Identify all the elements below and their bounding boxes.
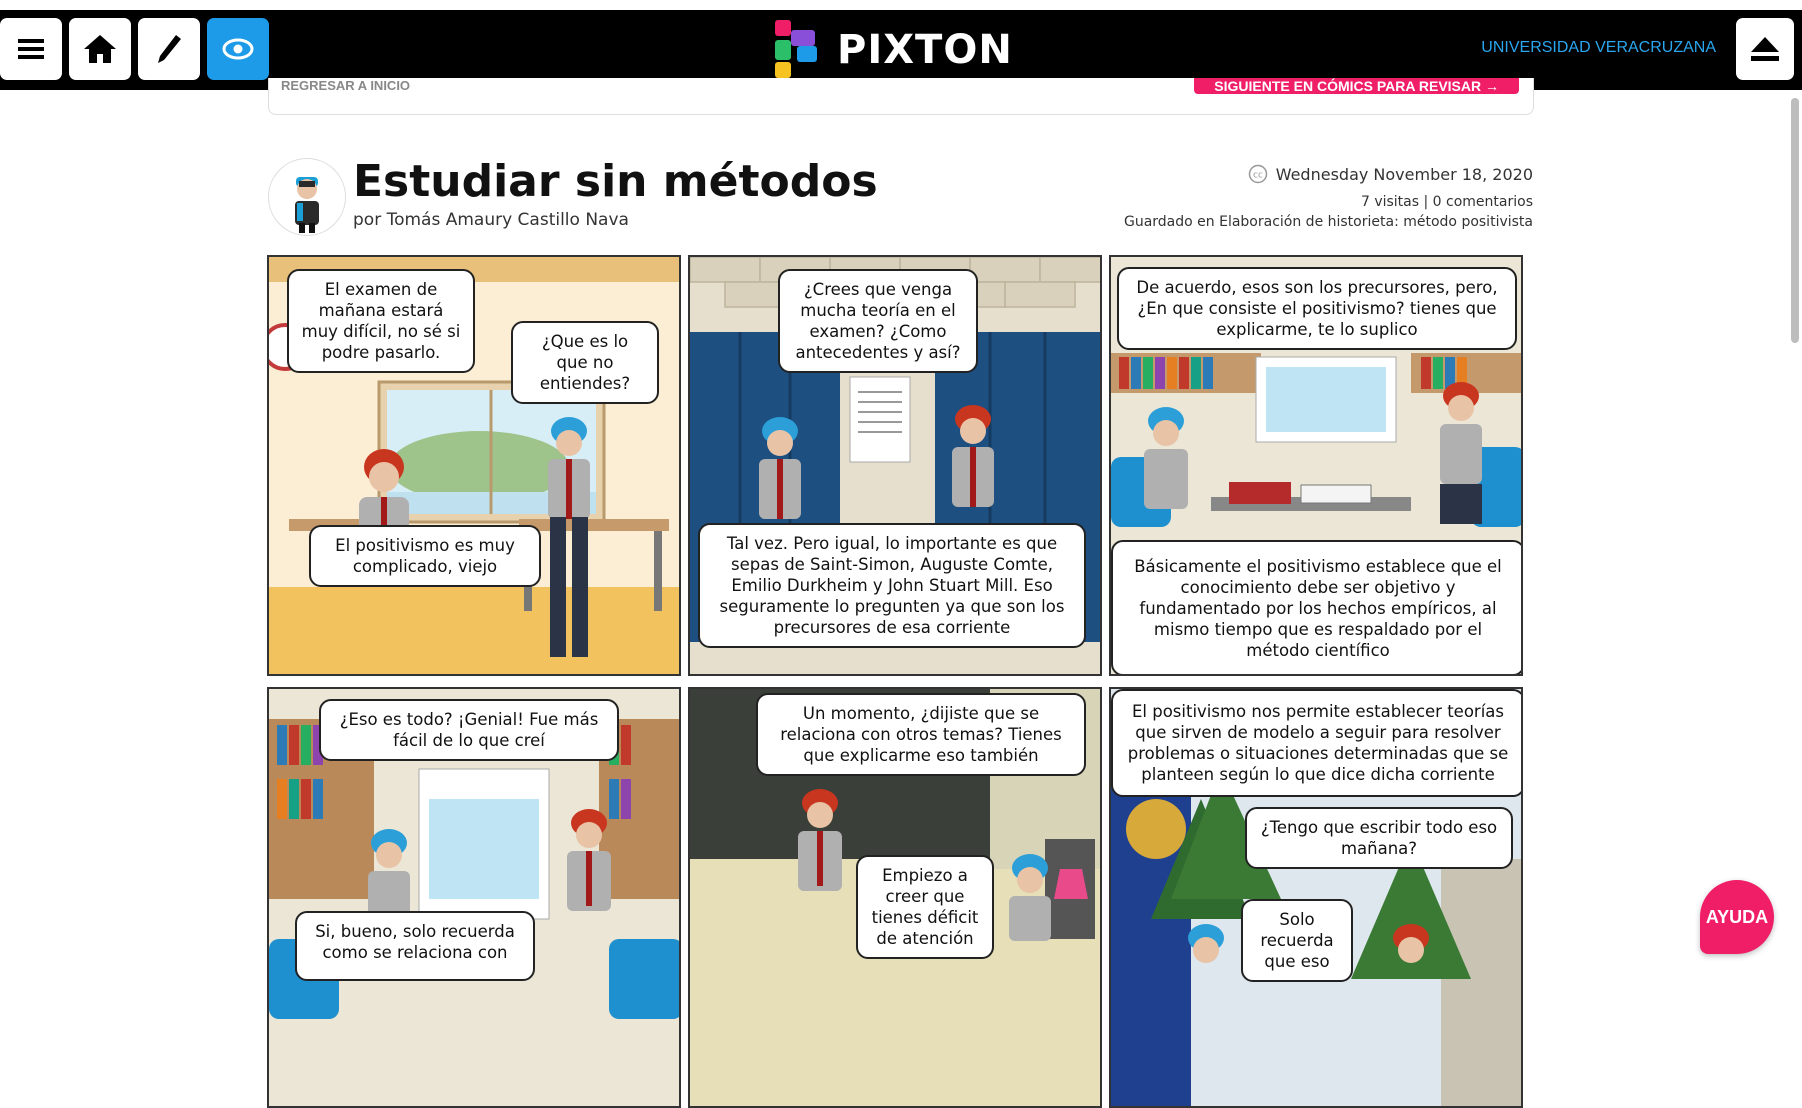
next-comic-button[interactable]: SIGUIENTE EN CÓMICS PARA REVISAR → — [1194, 78, 1519, 94]
comic-stats: 7 visitas | 0 comentarios — [1360, 194, 1533, 210]
character-bluehair-standing — [534, 417, 604, 667]
speech-bubble: ¿Que es lo que no entiendes? — [511, 321, 659, 404]
character-bluehair — [1171, 924, 1241, 994]
speech-bubble: Si, bueno, solo recuerda como se relaciona con — [295, 911, 535, 981]
comic-author[interactable]: por Tomás Amaury Castillo Nava — [353, 210, 629, 230]
comic-title: Estudiar sin métodos — [353, 156, 878, 207]
character-bluehair — [354, 829, 424, 919]
comic-panel-5 — [688, 687, 1102, 1108]
home-icon — [83, 34, 117, 64]
pixton-logo-icon — [775, 20, 823, 80]
comic-panel-4 — [267, 687, 681, 1108]
speech-bubble: Tal vez. Pero igual, lo importante es que sepas de Saint-Simon, Auguste Comte, Emilio Durkheim y John Stuart Mill. Eso seguramente lo pregunten ya que son los precursores de esa corriente — [698, 523, 1086, 648]
comic-panel-6 — [1109, 687, 1523, 1108]
speech-bubble: El positivismo es muy complicado, viejo — [309, 525, 541, 587]
character-redhead-cheering — [549, 809, 629, 949]
logo-text: PIXTON — [837, 27, 1013, 73]
help-button[interactable]: AYUDA — [1700, 880, 1774, 954]
character-bluehair-sitting — [1126, 407, 1206, 527]
comic-date: Wednesday November 18, 2020 — [1275, 164, 1533, 184]
speech-bubble: Solo recuerda que eso — [1241, 899, 1353, 982]
comic-meta — [1124, 164, 1533, 230]
pencil-icon — [156, 34, 182, 64]
comic-sub-nav — [268, 78, 1534, 115]
comments-link[interactable]: 0 comentarios — [1432, 194, 1533, 210]
pixton-logo[interactable] — [775, 16, 1013, 84]
speech-bubble: Básicamente el positivismo establece que el conocimiento debe ser objetivo y fundamentado por los hechos empíricos, al mismo tiempo que es respaldado por el método científico — [1111, 540, 1523, 676]
svg-text:cc: cc — [1252, 170, 1263, 181]
character-redhead — [938, 405, 1008, 515]
character-redhead-sitting — [1426, 382, 1496, 532]
visits-count: 7 visitas — [1360, 194, 1420, 210]
speech-bubble: Empiezo a creer que tienes déficit de atención — [856, 855, 994, 959]
eye-icon — [222, 38, 254, 60]
author-avatar[interactable] — [268, 158, 346, 236]
eject-icon — [1750, 36, 1780, 62]
speech-bubble: El positivismo nos permite establecer teorías que sirven de modelo a seguir para resolver problemas o situaciones determinadas que se planteen según lo que dice dicha corriente — [1111, 689, 1523, 797]
scrollbar[interactable] — [1791, 98, 1799, 343]
creative-commons-icon[interactable] — [1248, 164, 1268, 184]
comic-panel-3 — [1109, 255, 1523, 676]
university-link[interactable]: UNIVERSIDAD VERACRUZANA — [1481, 39, 1716, 56]
comic-panel-2 — [688, 255, 1102, 676]
character-redhead-pointing — [780, 789, 860, 949]
speech-bubble: ¿Crees que venga mucha teoría en el examen? ¿Como antecedentes y así? — [778, 269, 978, 373]
menu-icon — [18, 38, 44, 60]
menu-button[interactable] — [0, 18, 62, 80]
character-bluehair — [995, 854, 1065, 944]
character-redhead — [1376, 924, 1446, 994]
speech-bubble: ¿Tengo que escribir todo eso mañana? — [1245, 807, 1513, 869]
back-to-home-link[interactable]: REGRESAR A INICIO — [281, 78, 411, 93]
home-button[interactable] — [69, 18, 131, 80]
saved-in-label[interactable]: Guardado en Elaboración de historieta: método positivista — [1123, 214, 1533, 230]
comic-date-row — [1124, 164, 1533, 184]
speech-bubble: De acuerdo, esos son los precursores, pero, ¿En que consiste el positivismo? tienes que explicarme, te lo suplico — [1117, 267, 1517, 350]
speech-bubble: El examen de mañana estará muy difícil, no sé si podre pasarlo. — [287, 269, 475, 373]
comic-panel-1 — [267, 255, 681, 676]
edit-button[interactable] — [138, 18, 200, 80]
view-button[interactable] — [207, 18, 269, 80]
logout-button[interactable] — [1736, 18, 1794, 80]
speech-bubble: Un momento, ¿dijiste que se relaciona con otros temas? Tienes que explicarme eso también — [756, 693, 1086, 776]
avatar-figure — [269, 159, 345, 235]
character-bluehair — [745, 417, 815, 527]
speech-bubble: ¿Eso es todo? ¡Genial! Fue más fácil de lo que creí — [319, 699, 619, 761]
